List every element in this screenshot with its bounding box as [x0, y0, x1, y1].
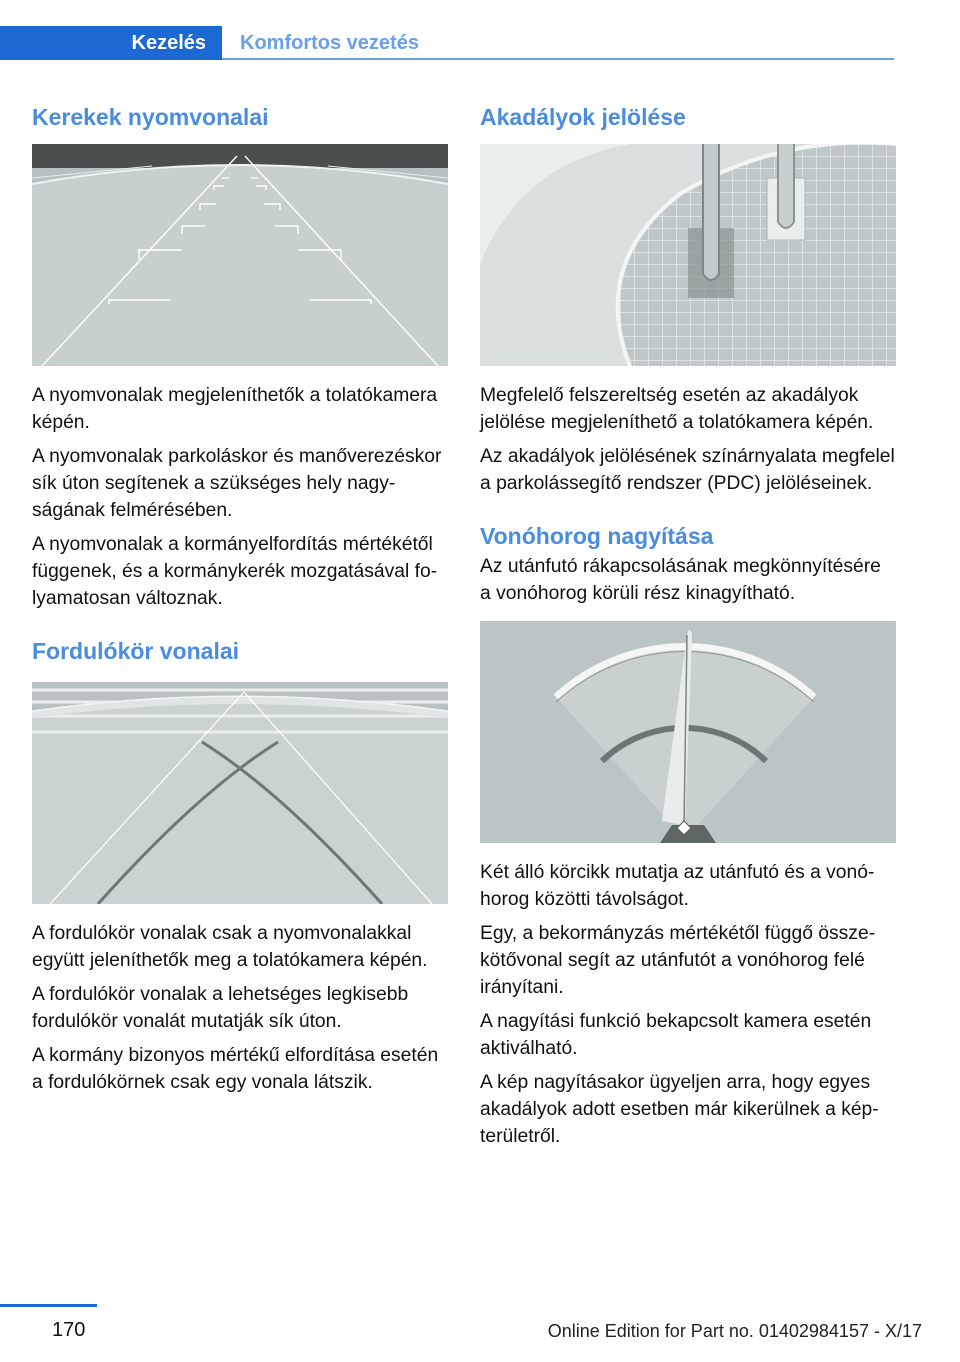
paragraph: Egy, a bekormányzás mértékétől függő összekötővonal segít az utánfutót a vonóhorog felé irányítani. [480, 923, 876, 998]
section-title-kerekek-nyomvonalai: Kerekek nyomvonalai [32, 104, 269, 130]
paragraph: A nyomvonalak megjeleníthetők a tolatókamera képén. [32, 385, 438, 433]
track-lines-illustration [32, 144, 448, 366]
paragraph: A nyomvonalak parkoláskor és manőverezéskor sík úton segítenek a szükséges hely nagyságának felmérésében. [32, 446, 442, 521]
tab-komfortos-vezetes[interactable]: Komfortos vezetés [240, 32, 419, 54]
paragraph: Megfelelő felszereltség esetén az akadályok jelölése megjeleníthető a tolatókamera képén. [480, 385, 874, 433]
paragraph: A fordulókör vonalak a lehetséges legkisebb fordulókör vonalát mutatják sík úton. [32, 984, 409, 1032]
edition-note: Online Edition for Part no. 01402984157 - X/17 [547, 1321, 922, 1341]
paragraph: A fordulókör vonalak csak a nyomvonalakkal együtt jeleníthetők meg a tolatókamera képén. [32, 923, 428, 971]
tab-underline [222, 58, 894, 60]
footer-rule [0, 1304, 97, 1307]
paragraph: A kép nagyításakor ügyeljen arra, hogy egyes akadályok adott esetben már kikerülnek a képterületről. [480, 1072, 879, 1147]
paragraph: Az akadályok jelölésének színárnyalata megfelel a parkolássegítő rendszer (PDC) jelöléseinek. [480, 446, 895, 494]
section-title-akadalyok-jelolese: Akadályok jelölése [480, 104, 686, 130]
paragraph: A kormány bizonyos mértékű elfordítása esetén a fordulókörnek csak egy vonala látszik. [32, 1045, 439, 1093]
figure-obstacle-marking [480, 144, 896, 366]
paragraph: Az utánfutó rákapcsolásának megkönnyítésére a vonóhorog körüli rész kinagyítható. [480, 556, 881, 604]
section-title-fordulokor-vonalai: Fordulókör vonalai [32, 638, 240, 664]
figure-tow-hook-zoom [480, 621, 896, 843]
turning-circle-illustration [32, 682, 448, 904]
left-column [32, 100, 448, 1103]
obstacle-marking-illustration [480, 144, 896, 366]
paragraph: A nyomvonalak a kormányelfordítás mértékétől függenek, és a kormánykerék mozgatásával folyamatosan változnak. [32, 534, 438, 609]
section-title-vonohorog-nagyitasa: Vonóhorog nagyítása [480, 523, 714, 549]
paragraph: Két álló körcikk mutatja az utánfutó és a vonóhorog közötti távolságot. [480, 862, 875, 910]
tow-hook-zoom-illustration [480, 621, 896, 843]
header-tabbar [0, 26, 894, 60]
page-number: 170 [52, 1319, 86, 1341]
figure-track-lines [32, 144, 448, 366]
paragraph: A nagyítási funkció bekapcsolt kamera esetén aktiválható. [480, 1011, 872, 1059]
tab-kezeles[interactable]: Kezelés [0, 26, 222, 60]
figure-turning-circle-lines [32, 682, 448, 904]
right-column [480, 100, 896, 1157]
